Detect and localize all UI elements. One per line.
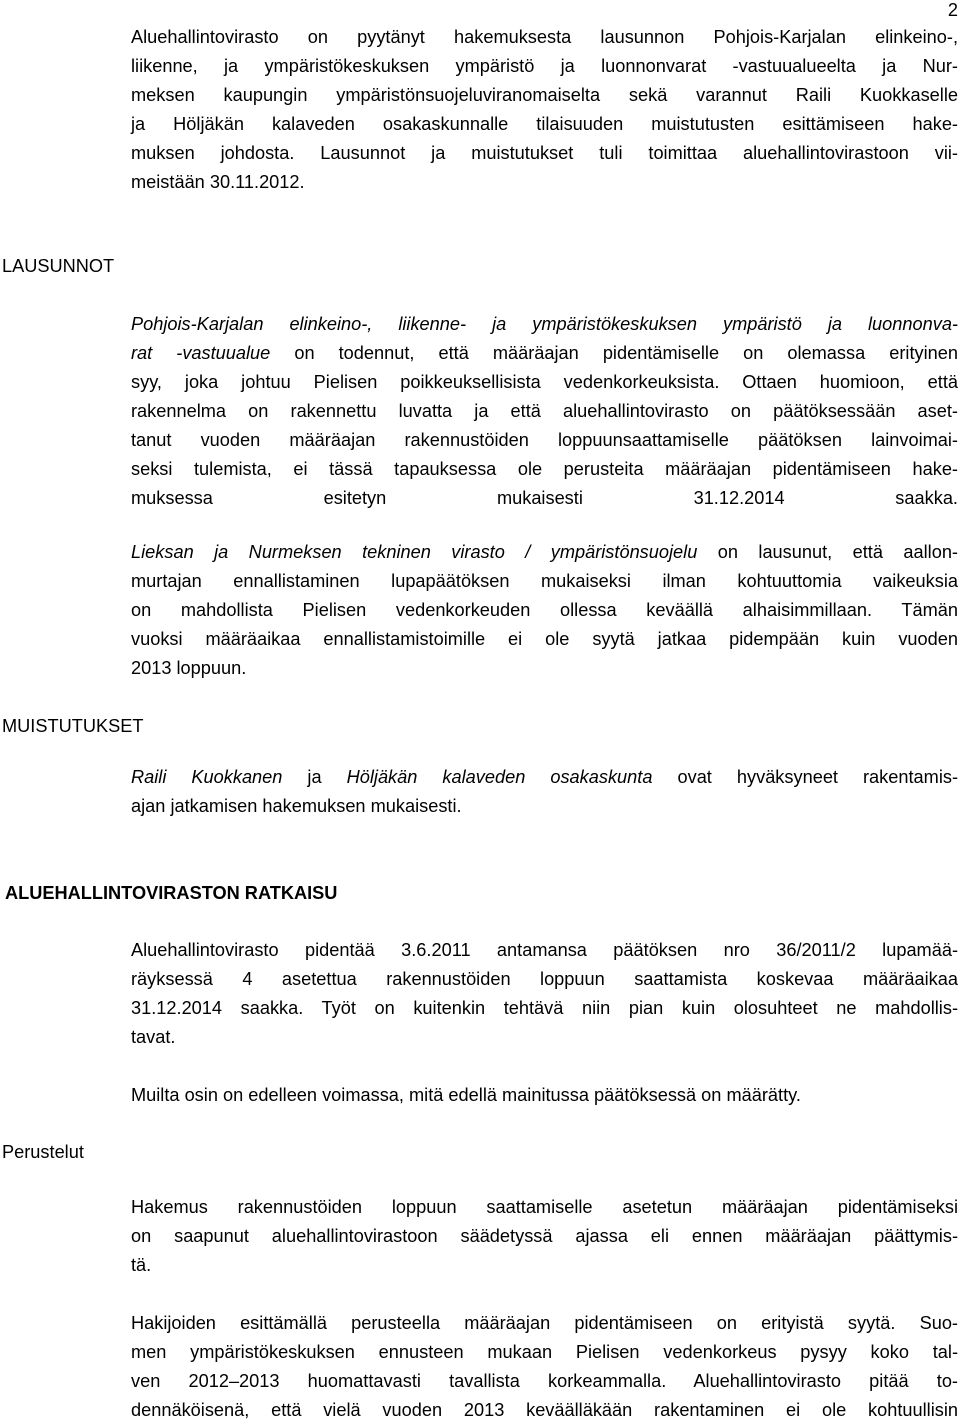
paragraph-other-terms [131, 1081, 958, 1110]
text-span: on lausunut, että aallon- [697, 542, 958, 562]
text-line: 31.12.2014 saakka. Työt on kuitenkin tehtävä niin pian kuin olosuhteet ne mahdollis- [131, 998, 958, 1018]
paragraph-decision [131, 936, 958, 1052]
text-line: vuoksi määräaikaa ennallistamistoimille ei ole syytä jatkaa pidempään kuin vuoden [131, 629, 958, 649]
text-span: ovat hyväksyneet rakentamis- [652, 767, 959, 787]
text-line: 2013 loppuun. [131, 658, 247, 678]
paragraph-objections [131, 763, 958, 821]
text-line: ja Höljäkän kalaveden osakaskunnalle tilaisuuden muistutusten esittämiseen hake- [131, 114, 958, 134]
text-line [131, 339, 958, 368]
text-line: tavat. [131, 1027, 176, 1047]
emphasized-text: Lieksan ja Nurmeksen tekninen virasto / ympäristönsuojelu [131, 542, 698, 562]
text-line [131, 538, 958, 567]
text-line: ven 2012–2013 huomattavasti tavallista korkeammalla. Aluehallintovirasto pitää to- [131, 1371, 958, 1391]
text-line: Aluehallintovirasto on pyytänyt hakemuksesta lausunnon Pohjois-Karjalan elinkeino-, [131, 27, 958, 47]
section-label-perustelut: Perustelut [2, 1142, 84, 1162]
text-line: muksessa esitetyn mukaisesti 31.12.2014 saakka. [131, 488, 958, 508]
paragraph-reasoning-2 [131, 1309, 958, 1425]
section-label-lausunnot: LAUSUNNOT [2, 256, 115, 276]
text-line: ajan jatkamisen hakemuksen mukaisesti. [131, 796, 462, 816]
text-line: meistään 30.11.2012. [131, 172, 305, 192]
text-line: Hakemus rakennustöiden loppuun saattamiselle asetetun määräajan pidentämiseksi [131, 1197, 958, 1217]
text-line: syy, joka johtuu Pielisen poikkeuksellisista vedenkorkeuksista. Ottaen huomioon, että [131, 372, 958, 392]
emphasized-text: Höljäkän kalaveden osakaskunta [346, 767, 653, 787]
text-line: tanut vuoden määräajan rakennustöiden loppuunsaattamiselle päätöksen lainvoimai- [131, 430, 958, 450]
page-number: 2 [947, 0, 958, 20]
text-line: tä. [131, 1255, 152, 1275]
text-line [131, 763, 958, 792]
paragraph-reasoning-1 [131, 1193, 958, 1280]
text-line: murtajan ennallistaminen lupapäätöksen mukaiseksi ilman kohtuuttomia vaikeuksia [131, 571, 958, 591]
text-line: rakennelma on rakennettu luvatta ja että aluehallintovirasto on päätöksessään aset- [131, 401, 958, 421]
text-line: liikenne, ja ympäristökeskuksen ympäristö ja luonnonvarat -vastuualueelta ja Nur- [131, 56, 958, 76]
paragraph-lieksa-statement [131, 538, 958, 683]
text-line: Aluehallintovirasto pidentää 3.6.2011 antamansa päätöksen nro 36/2011/2 lupamää- [131, 940, 958, 960]
text-line: men ympäristökeskuksen ennusteen mukaan Pielisen vedenkorkeus pysyy koko tal- [131, 1342, 958, 1362]
section-heading-ratkaisu: ALUEHALLINTOVIRASTON RATKAISU [5, 883, 338, 903]
text-line: on saapunut aluehallintovirastoon säädetyssä ajassa eli ennen määräajan päättymis- [131, 1226, 958, 1246]
text-line: meksen kaupungin ympäristönsuojeluviranomaiselta sekä varannut Raili Kuokkaselle [131, 85, 958, 105]
text-line: dennäköisenä, että vielä vuoden 2013 keväälläkään rakentaminen ei ole kohtuullisin [131, 1400, 958, 1420]
text-line: Hakijoiden esittämällä perusteella määräajan pidentämiseen on erityistä syytä. Suo- [131, 1313, 958, 1333]
text-line [131, 310, 958, 339]
paragraph-intro [131, 23, 958, 197]
text-span: on todennut, että määräajan pidentämiselle on olemassa erityinen [270, 343, 959, 363]
emphasized-text: Raili Kuokkanen [131, 767, 283, 787]
text-line: Muilta osin on edelleen voimassa, mitä edellä mainitussa päätöksessä on määrätty. [131, 1085, 801, 1105]
text-span: ja [282, 767, 347, 787]
paragraph-ely-statement [131, 310, 958, 542]
text-line: räyksessä 4 asetettua rakennustöiden loppuun saattamista koskevaa määräaikaa [131, 969, 958, 989]
text-line: muksen johdosta. Lausunnot ja muistutukset tuli toimittaa aluehallintovirastoon vii- [131, 143, 958, 163]
text-line: seksi tulemista, ei tässä tapauksessa ole perusteita määräajan pidentämiseen hake- [131, 459, 958, 479]
emphasized-text: Pohjois-Karjalan elinkeino-, liikenne- ja ympäristökeskuksen ympäristö ja luonnonva- [131, 314, 958, 334]
section-label-muistutukset: MUISTUTUKSET [2, 716, 144, 736]
text-line: on mahdollista Pielisen vedenkorkeuden ollessa keväällä alhaisimmillaan. Tämän [131, 600, 958, 620]
emphasized-text: rat -vastuualue [131, 343, 271, 363]
